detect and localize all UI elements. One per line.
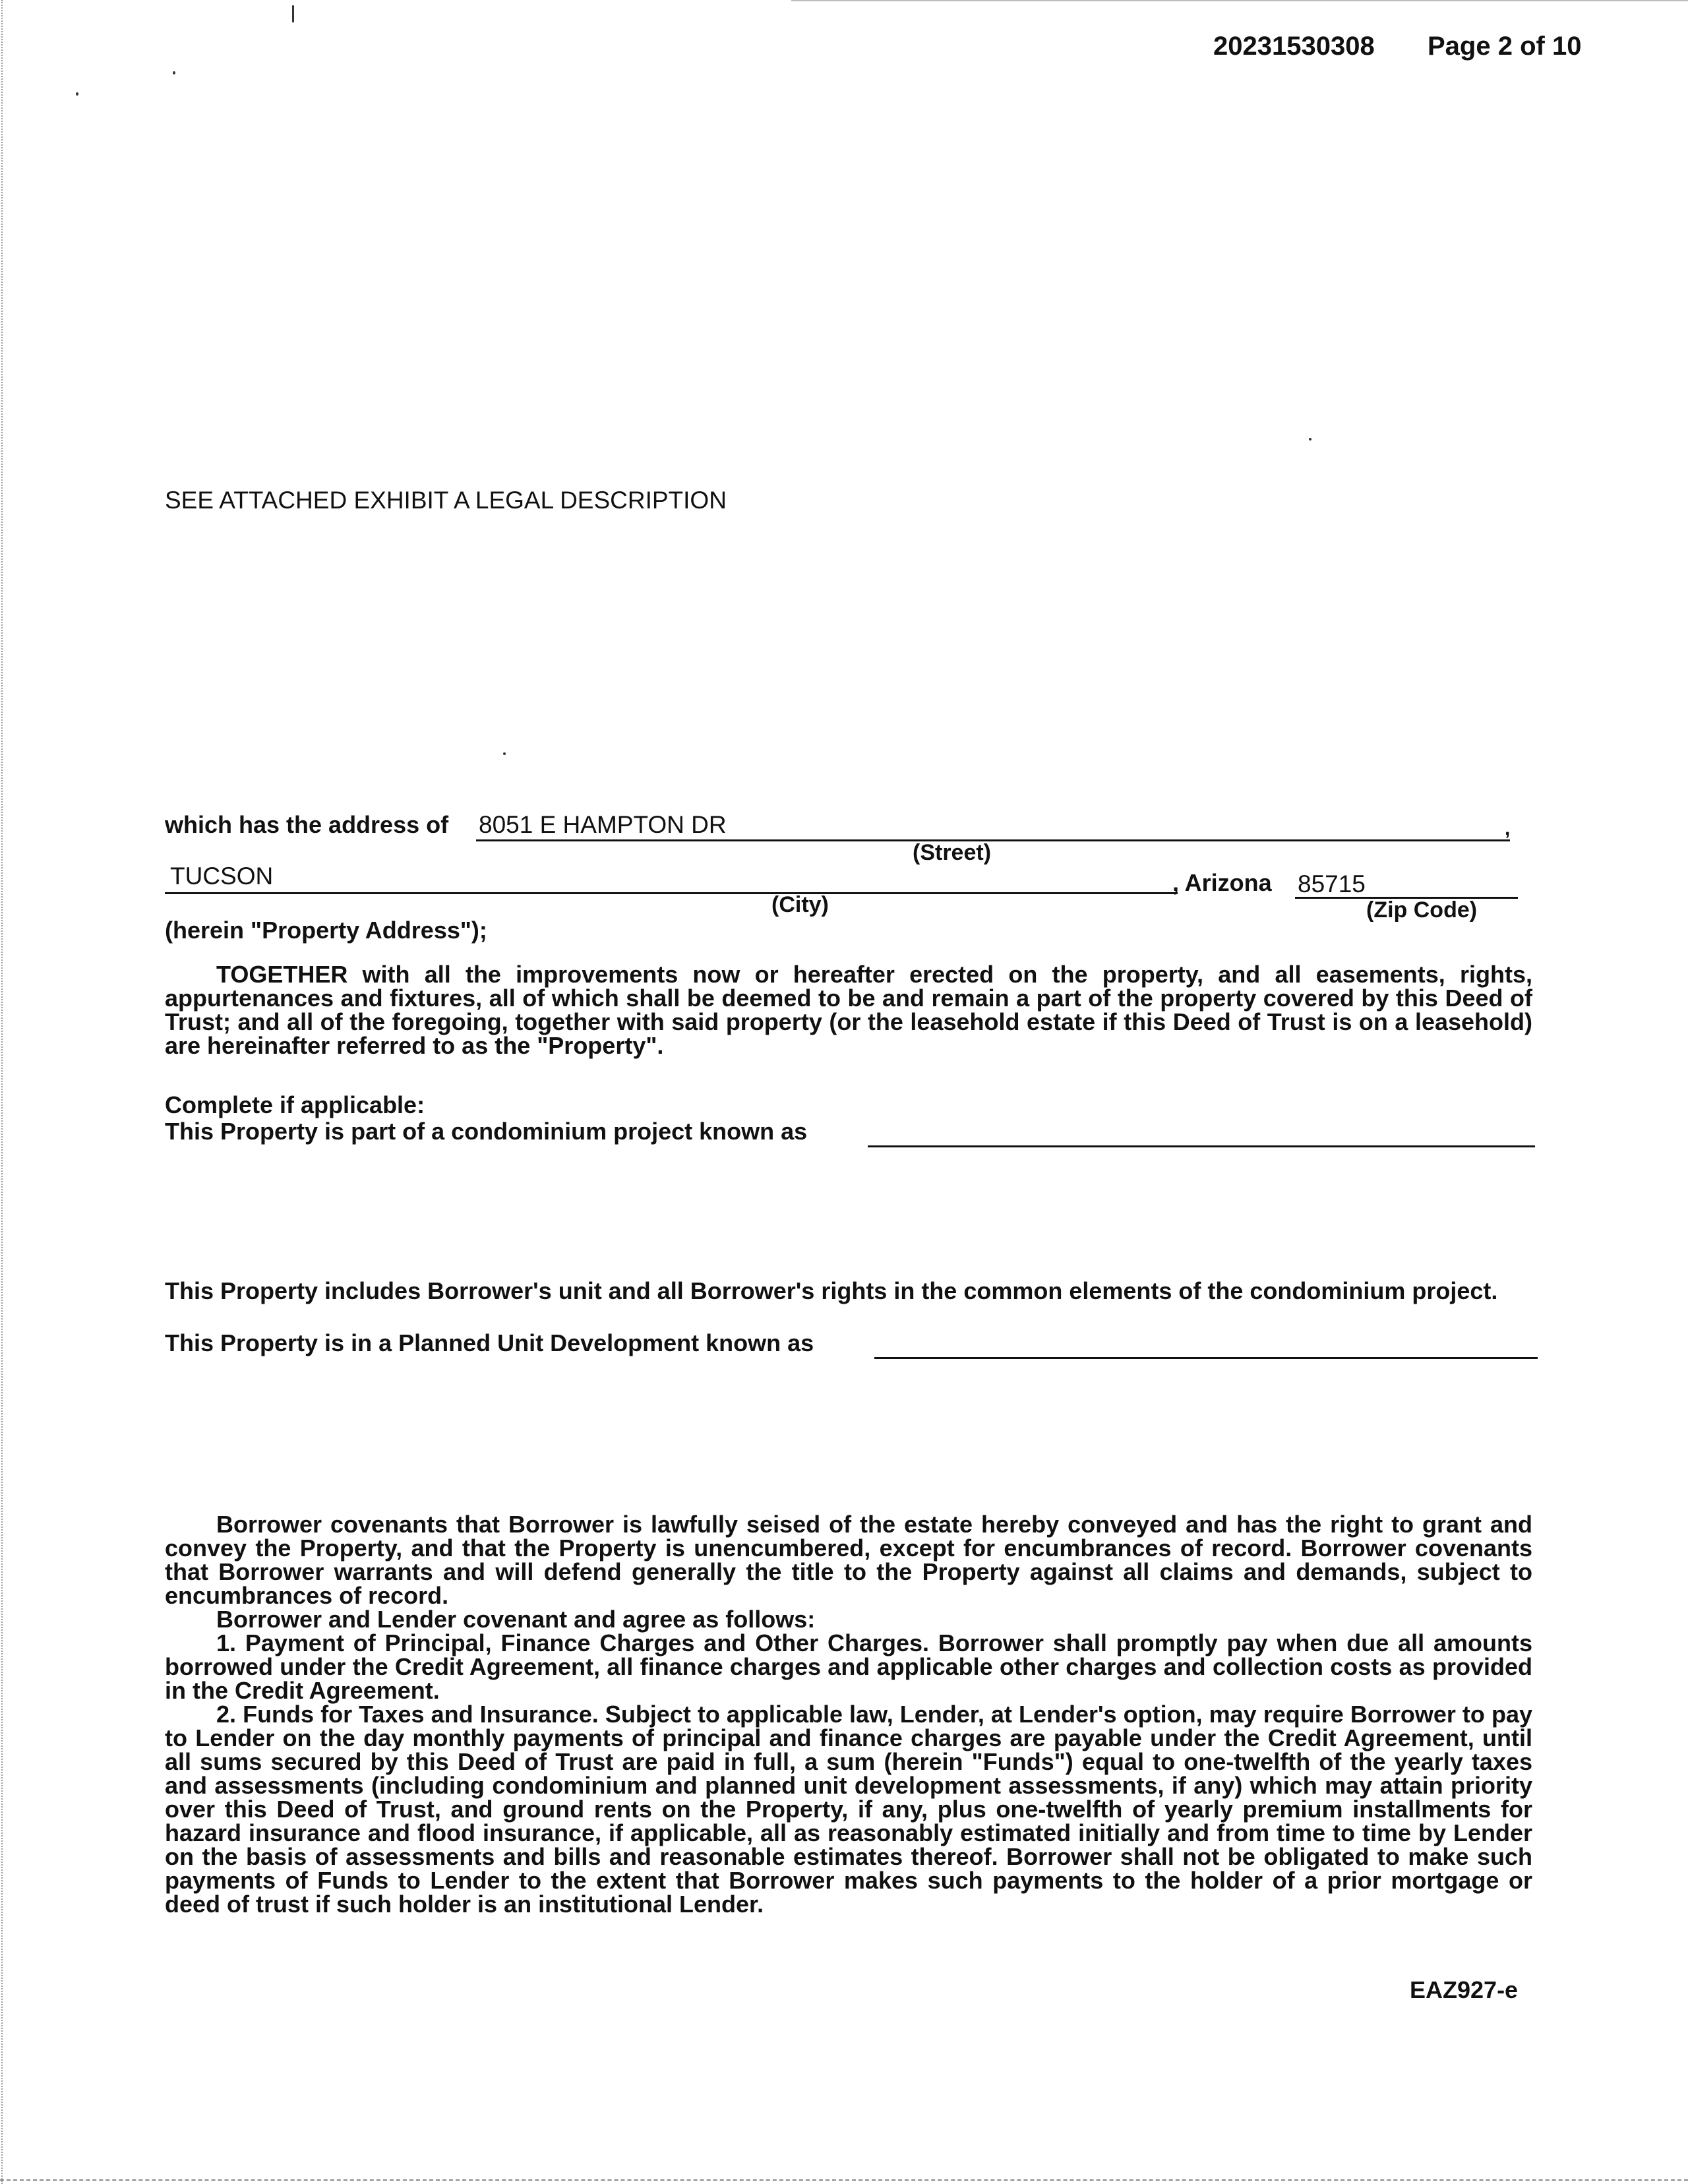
scan-speck [503,752,506,755]
scan-top-edge [791,0,1688,1]
scan-bottom-edge [0,2179,1688,2181]
complete-if-applicable-label: Complete if applicable: [165,1091,425,1118]
covenant-item-1: 1. Payment of Principal, Finance Charges and Other Charges. Borrower shall promptly pay when due all amounts borrowed under the Credit Agreement, all finance charges and applicable other charges and collection costs as provided in the Credit Agreement. [165,1629,1532,1704]
street-underline [476,839,1510,841]
condominium-project-label: This Property is part of a condominium project known as [165,1118,808,1145]
scan-speck [76,92,78,96]
covenants-section [165,1513,1532,1916]
zip-value: 85715 [1298,870,1366,897]
city-value: TUCSON [170,863,274,890]
scan-speck [173,71,175,75]
scan-speck [292,5,294,22]
pud-label: This Property is in a Planned Unit Development known as [165,1329,814,1356]
address-intro-label: which has the address of [165,811,449,838]
form-code: EAZ927-e [1410,1976,1519,2003]
condominium-project-underline [868,1145,1535,1147]
street-value: 8051 E HAMPTON DR [479,811,727,838]
street-caption: (Street) [913,840,992,865]
borrower-covenant-paragraph: Borrower covenants that Borrower is lawfully seised of the estate hereby conveyed and has the right to grant and convey the Property, and that the Property is unencumbered, except for encumbrances of record. Borrower covenants that Borrower warrants and will defend generally the title to the Property against all claims and demands, subject to encumbrances of record. [165,1511,1532,1609]
condominium-includes-text: This Property includes Borrower's unit and all Borrower's rights in the common elements of the condominium project. [165,1277,1498,1304]
page-indicator: Page 2 of 10 [1428,32,1582,61]
covenant-agree-line: Borrower and Lender covenant and agree as follows: [216,1606,816,1633]
city-caption: (City) [771,892,829,917]
exhibit-note: SEE ATTACHED EXHIBIT A LEGAL DESCRIPTION [165,487,727,514]
city-underline [165,892,1178,894]
street-comma: , [1505,818,1511,839]
covenant-item-2: 2. Funds for Taxes and Insurance. Subject to applicable law, Lender, at Lender's option, may require Borrower to pay to Lender on the day monthly payments of principal and finance charges are payable under the Credit Agreement, until all sums secured by this Deed of Trust are paid in full, a sum (herein "Funds") equal to one-twelfth of the yearly taxes and assessments (including condominium and planned unit development assessments, if any) which may attain priority over this Deed of Trust, and ground rents on the Property, if any, plus one-twelfth of yearly premium installments for hazard insurance and flood insurance, if applicable, all as reasonably estimated initially and from time to time by Lender on the basis of assessments and bills and reasonable estimates thereof. Borrower shall not be obligated to make such payments of Funds to Lender to the extent that Borrower makes such payments to the holder of a prior mortgage or deed of trust if such holder is an institutional Lender. [165,1701,1532,1918]
together-paragraph: TOGETHER with all the improvements now or hereafter erected on the property, and all easements, rights, appurtenances and fixtures, all of which shall be deemed to be and remain a part of the property covered by this Deed of Trust; and all of the foregoing, together with said property (or the leasehold estate if this Deed of Trust is on a leasehold) are hereinafter referred to as the "Property". [165,961,1532,1059]
document-number: 20231530308 [1213,32,1375,61]
state-label: , Arizona [1172,869,1272,896]
pud-underline [874,1357,1538,1359]
scan-edge-artifact [1,0,3,2184]
scan-speck [1309,438,1311,440]
zip-caption: (Zip Code) [1366,897,1478,923]
property-address-label: (herein "Property Address"); [165,917,487,944]
